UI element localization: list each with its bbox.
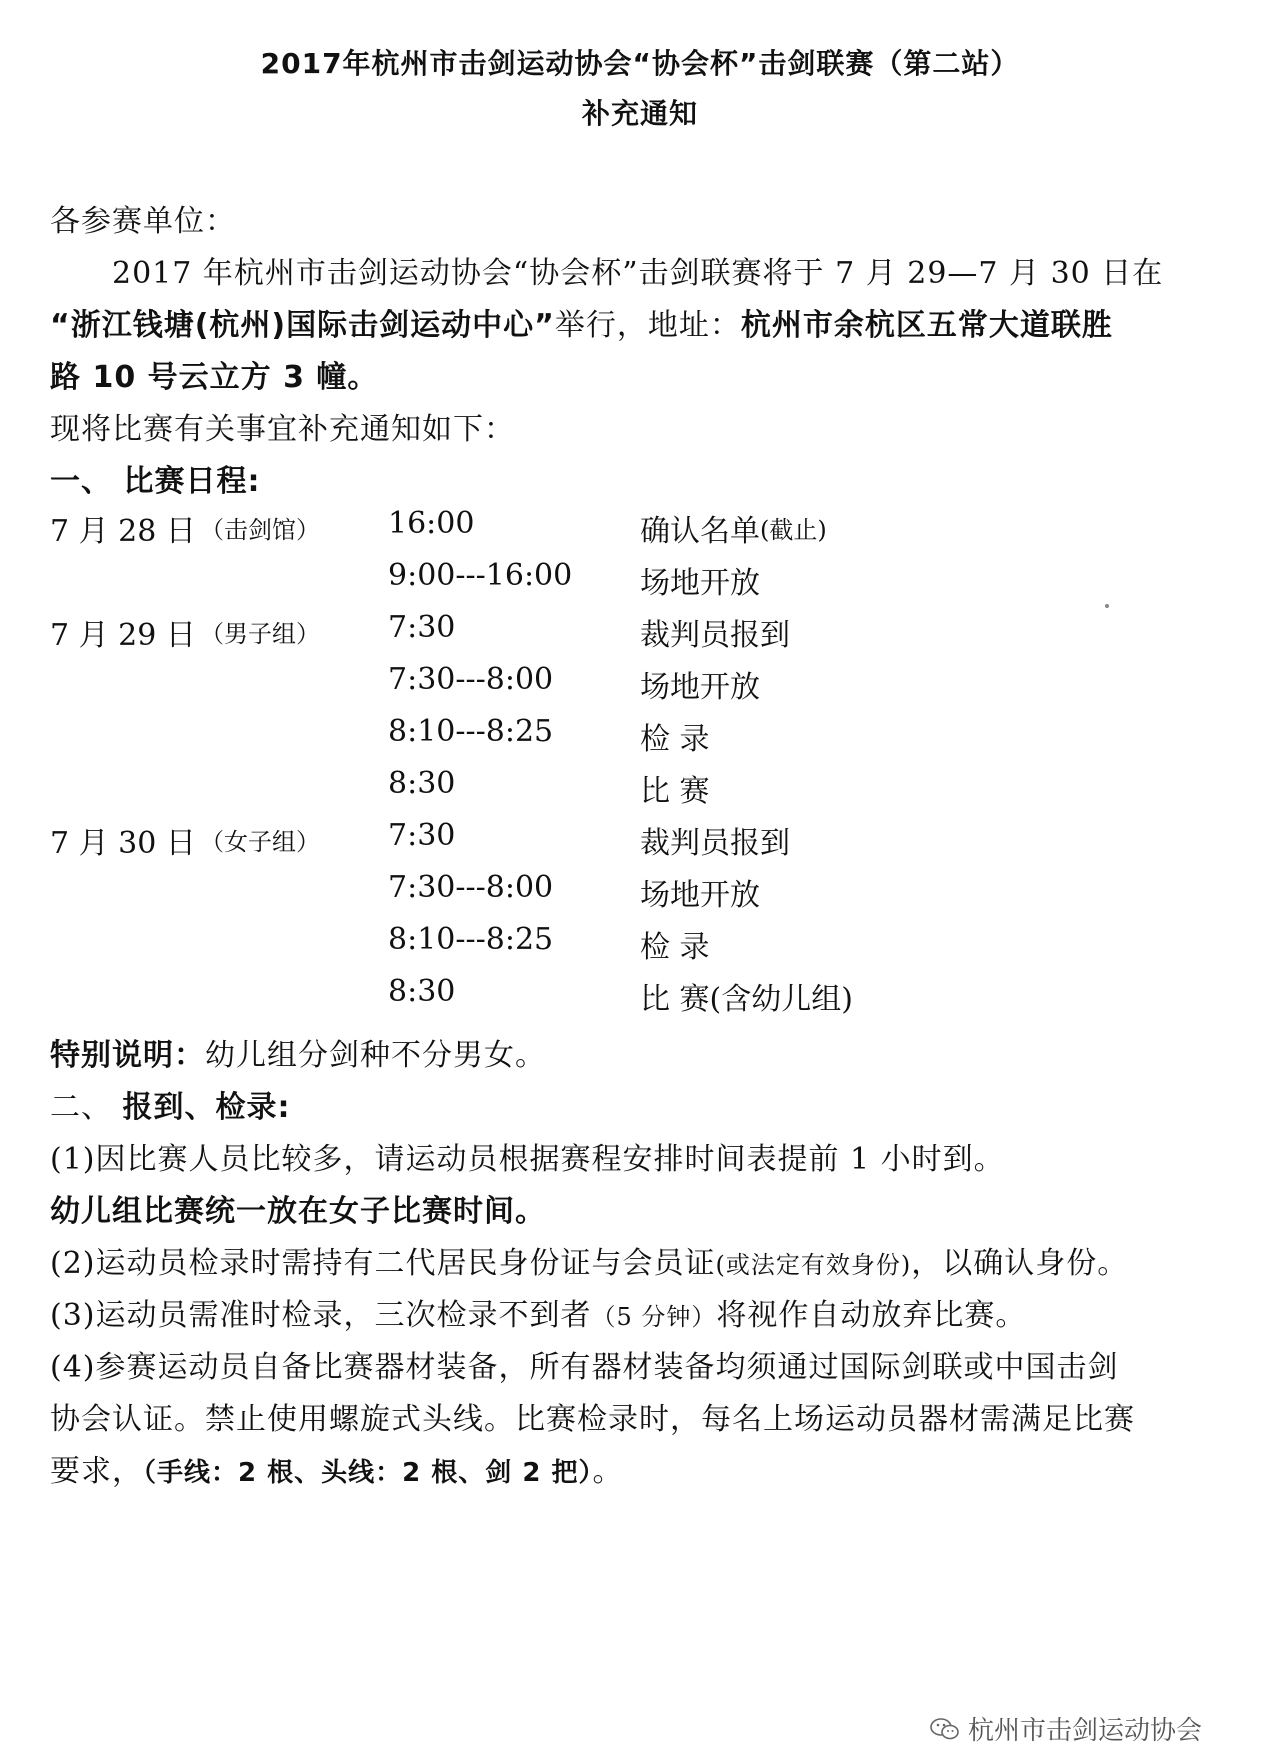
- section-2-heading: [50, 1082, 291, 1126]
- schedule-row: [0, 766, 1280, 824]
- schedule-group: （女子组）: [200, 828, 320, 856]
- item-2-text-b: ，以确认身份。: [911, 1246, 1129, 1281]
- salutation: 各参赛单位：: [50, 204, 236, 239]
- schedule-activity: 比 赛: [640, 774, 710, 809]
- item-3-text-a: (3)运动员需准时检录，三次检录不到者: [50, 1298, 592, 1333]
- schedule-activity: 比 赛(含幼儿组): [640, 982, 853, 1017]
- item-4-line-1: (4)参赛运动员自备比赛器材装备，所有器材装备均须通过国际剑联或中国击剑: [50, 1350, 1119, 1385]
- schedule-date: 7 月 29 日: [50, 618, 196, 653]
- schedule-time: 7:30: [388, 818, 456, 853]
- title-line-2: 补充通知: [581, 97, 698, 130]
- schedule-row: [0, 974, 1280, 1032]
- title-line-1: 2017年杭州市击剑运动协会“协会杯”击剑联赛（第二站）: [260, 47, 1020, 80]
- equipment-requirement: （手线：2 根、头线：2 根、剑 2 把）: [143, 1458, 593, 1488]
- item-1-note: 幼儿组比赛统一放在女子比赛时间。: [50, 1194, 546, 1229]
- schedule-activity: 裁判员报到: [640, 826, 790, 861]
- venue-name: “浙江钱塘(杭州)国际击剑运动中心”: [50, 308, 555, 343]
- item-4-line-2: 协会认证。禁止使用螺旋式头线。比赛检录时，每名上场运动员器材需满足比赛: [50, 1402, 1135, 1437]
- watermark: [930, 1710, 1202, 1747]
- schedule-time: 8:30: [388, 766, 456, 801]
- schedule-row: [0, 714, 1280, 772]
- address-part-1: 杭州市余杭区五常大道联胜: [740, 308, 1113, 343]
- wechat-icon: [930, 1717, 960, 1741]
- special-note-text: 幼儿组分剑种不分男女。: [205, 1038, 546, 1073]
- schedule-row: [0, 610, 1280, 668]
- section-2-title: 报到、检录:: [122, 1090, 291, 1125]
- schedule-activity: 检 录: [640, 930, 710, 965]
- item-3-small: （5 分钟）: [591, 1303, 717, 1331]
- schedule-row: [0, 922, 1280, 980]
- schedule-activity: 场地开放: [640, 566, 760, 601]
- item-4-line-3: [50, 1446, 623, 1490]
- schedule-date: 7 月 28 日: [50, 514, 196, 549]
- item-2-small: (或法定有效身份): [715, 1251, 912, 1279]
- item-4-text-b: 。: [592, 1454, 624, 1489]
- schedule-row: [0, 558, 1280, 616]
- scan-speck: [1105, 604, 1109, 608]
- intro-paragraph-4: 现将比赛有关事宜补充通知如下：: [50, 412, 515, 447]
- schedule-time: 16:00: [388, 506, 475, 541]
- schedule-note: (截止): [760, 516, 827, 544]
- watermark-text: 杭州市击剑运动协会: [968, 1716, 1203, 1746]
- schedule-activity: 场地开放: [640, 670, 760, 705]
- section-2-number: 二、: [50, 1090, 123, 1125]
- schedule-row: [0, 818, 1280, 876]
- item-1: (1)因比赛人员比较多，请运动员根据赛程安排时间表提前 1 小时到。: [50, 1142, 1005, 1177]
- section-1-heading: 一、 比赛日程:: [50, 464, 261, 499]
- schedule-time: 7:30---8:00: [388, 870, 554, 905]
- schedule-group: （男子组）: [200, 620, 320, 648]
- item-3: [50, 1290, 1026, 1334]
- schedule-activity: 确认名单: [640, 514, 760, 549]
- schedule-date: 7 月 30 日: [50, 826, 196, 861]
- schedule-time: 7:30---8:00: [388, 662, 554, 697]
- schedule-activity: 裁判员报到: [640, 618, 790, 653]
- intro-paragraph-2: [50, 300, 1113, 344]
- intro-held: 举行，地址：: [554, 308, 741, 343]
- schedule-time: 8:10---8:25: [388, 922, 554, 957]
- schedule-row: [0, 662, 1280, 720]
- special-note-label: 特别说明：: [50, 1038, 205, 1073]
- item-4-text-a: 要求，: [50, 1454, 143, 1489]
- schedule-time: 8:10---8:25: [388, 714, 554, 749]
- schedule-time: 9:00---16:00: [388, 558, 573, 593]
- item-3-text-b: 将视作自动放弃比赛。: [716, 1298, 1027, 1333]
- address-part-2: 路 10 号云立方 3 幢。: [50, 360, 379, 395]
- item-2: [50, 1238, 1128, 1282]
- schedule-group: （击剑馆）: [200, 516, 320, 544]
- schedule-time: 7:30: [388, 610, 456, 645]
- schedule-row: [0, 506, 1280, 564]
- schedule-time: 8:30: [388, 974, 456, 1009]
- item-2-text-a: (2)运动员检录时需持有二代居民身份证与会员证: [50, 1246, 716, 1281]
- intro-paragraph-1: 2017 年杭州市击剑运动协会“协会杯”击剑联赛将于 7 月 29—7 月 30 日在: [112, 256, 1164, 291]
- schedule-activity: 场地开放: [640, 878, 760, 913]
- special-note: [50, 1030, 546, 1074]
- schedule-activity: 检 录: [640, 722, 710, 757]
- schedule-row: [0, 870, 1280, 928]
